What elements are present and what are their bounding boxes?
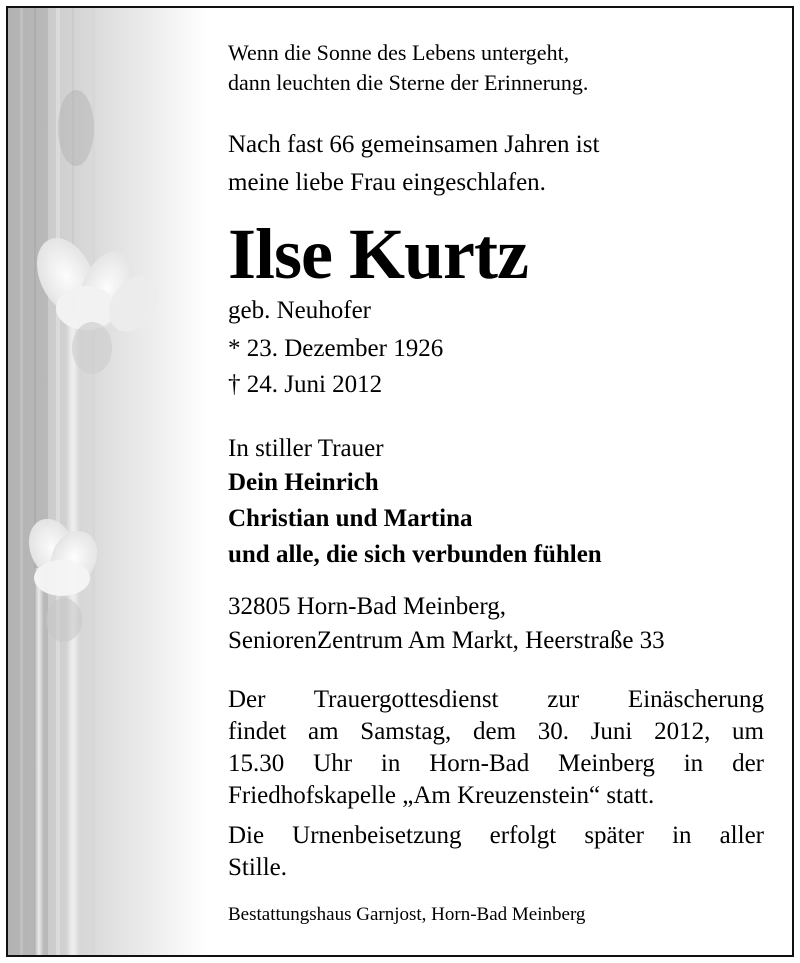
service-line-4: Friedhofskapelle „Am Kreuzenstein“ statt.	[228, 782, 655, 809]
intro-line-1: Nach fast 66 gemeinsamen Jahren ist	[228, 131, 600, 158]
service-line-1: Der Trauergottesdienst zur Einäscherung	[228, 686, 764, 713]
intro-line-2: meine liebe Frau eingeschlafen.	[228, 169, 546, 196]
mourner-line-2: Christian und Martina	[228, 505, 473, 532]
burial-line-1: Die Urnenbeisetzung erfolgt später in aller	[228, 822, 764, 849]
burial-announcement	[228, 820, 764, 884]
service-line-2: findet am Samstag, dem 30. Juni 2012, um	[228, 718, 764, 745]
service-line-3: 15.30 Uhr in Horn-Bad Meinberg in der	[228, 750, 764, 777]
address-line-2: SeniorenZentrum Am Markt, Heerstraße 33	[228, 627, 665, 654]
death-date: † 24. Juni 2012	[228, 371, 383, 398]
maiden-name: geb. Neuhofer	[228, 297, 371, 324]
address-line-1: 32805 Horn-Bad Meinberg,	[228, 593, 506, 620]
motto-line-2: dann leuchten die Sterne der Erinnerung.	[228, 70, 589, 95]
birth-date: * 23. Dezember 1926	[228, 335, 444, 362]
mourner-line-1: Dein Heinrich	[228, 469, 379, 496]
obituary-frame	[6, 6, 794, 957]
undertaker-credit: Bestattungshaus Garnjost, Horn-Bad Meinberg	[228, 904, 586, 925]
mourners-intro: In stiller Trauer	[228, 435, 384, 462]
motto-line-1: Wenn die Sonne des Lebens untergeht,	[228, 40, 570, 65]
burial-line-2: Stille.	[228, 854, 288, 881]
service-announcement	[228, 684, 764, 812]
deceased-name: Ilse Kurtz	[228, 214, 528, 294]
flower-photo	[8, 8, 208, 955]
mourner-line-3: und alle, die sich verbunden fühlen	[228, 541, 602, 568]
